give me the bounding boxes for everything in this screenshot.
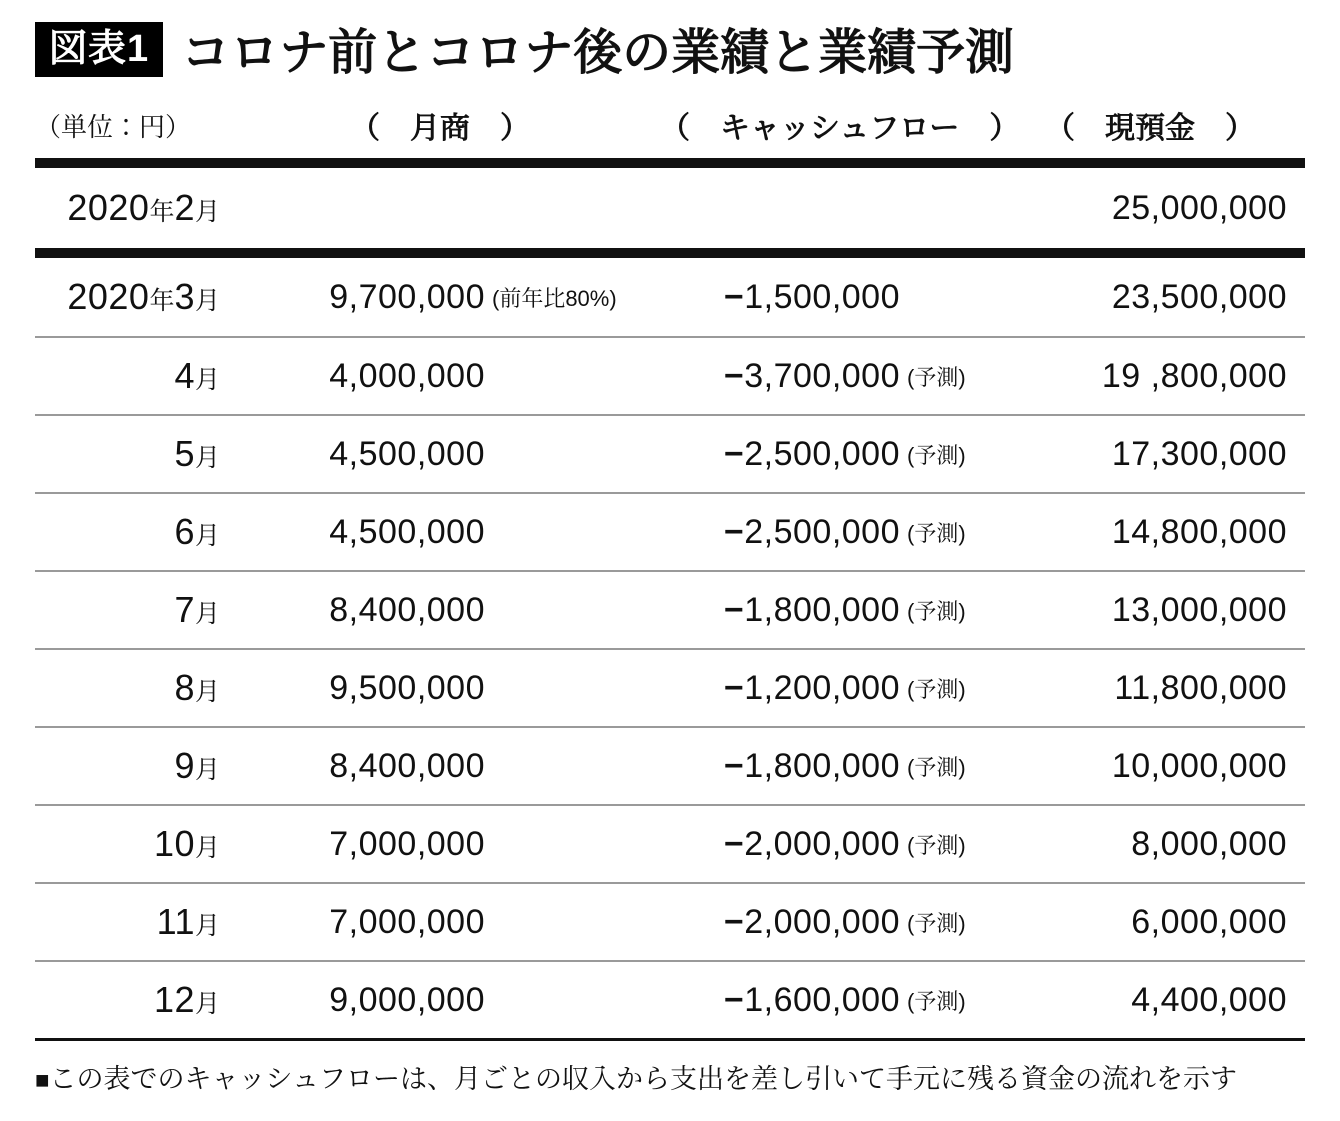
table-header-row: [35, 92, 1305, 158]
month-value: 9: [174, 745, 195, 786]
table-row-06: [35, 492, 1305, 570]
minus-sign: −: [723, 980, 745, 1019]
cashflow-note: (予測): [907, 988, 966, 1014]
column-header-cashflow: （ キャッシュフロー ）: [660, 112, 1020, 145]
month-value: 10: [153, 823, 195, 864]
cashflow-value: [660, 513, 900, 552]
cashflow-value: [660, 669, 900, 708]
month-value: 4: [174, 355, 195, 396]
minus-sign: −: [723, 356, 745, 395]
sales-value: 4,000,000: [329, 356, 485, 395]
balance-value: 19 ,800,000: [1101, 356, 1287, 395]
cashflow-value: [660, 591, 900, 630]
cashflow-value: [660, 435, 900, 474]
cashflow-note: (予測): [907, 442, 966, 468]
table-row-11: [35, 882, 1305, 960]
cashflow-amount: 3,700,000: [744, 356, 900, 395]
footnote-bullet-icon: ■: [35, 1067, 50, 1094]
minus-sign: −: [723, 590, 745, 629]
cashflow-amount: 2,500,000: [744, 434, 900, 473]
cashflow-value: [660, 903, 900, 942]
sales-value: 4,500,000: [329, 512, 485, 551]
year-value: 2020: [67, 276, 150, 317]
cashflow-amount: 2,500,000: [744, 512, 900, 551]
table-row-2020-03: [35, 258, 1305, 336]
balance-value: 10,000,000: [1111, 746, 1287, 785]
month-label: [35, 276, 220, 318]
cashflow-value: [660, 747, 900, 786]
cashflow-value: [660, 981, 900, 1020]
year-kanji: 年: [149, 287, 175, 315]
cashflow-value: [660, 357, 900, 396]
table-row-07: [35, 570, 1305, 648]
sales-value: 9,500,000: [329, 668, 485, 707]
minus-sign: −: [723, 902, 745, 941]
month-value: 11: [156, 901, 195, 942]
month-label: [35, 187, 220, 229]
sales-value: 8,400,000: [329, 590, 485, 629]
divider-thick-middle: [35, 248, 1305, 258]
month-value: 3: [174, 276, 195, 317]
month-kanji: 月: [194, 444, 220, 472]
balance-value: 13,000,000: [1111, 590, 1287, 629]
figure-number-badge: 図表1: [35, 22, 163, 77]
table-row-09: [35, 726, 1305, 804]
balance-value: 23,500,000: [1111, 277, 1287, 316]
month-label: [35, 589, 220, 631]
month-kanji: 月: [194, 522, 220, 550]
month-label: [35, 823, 220, 865]
minus-sign: −: [723, 434, 745, 473]
month-value: 7: [174, 589, 195, 630]
month-label: [35, 355, 220, 397]
month-kanji: 月: [194, 912, 220, 940]
footnote-text: この表でのキャッシュフローは、月ごとの収入から支出を差し引いて手元に残る資金の流れを示す: [49, 1064, 1237, 1094]
footnote: [35, 1041, 1305, 1096]
cashflow-amount: 1,200,000: [744, 668, 900, 707]
balance-value: 25,000,000: [1111, 188, 1287, 227]
month-value: 5: [174, 433, 195, 474]
cashflow-amount: 2,000,000: [744, 824, 900, 863]
sales-value: 8,400,000: [329, 746, 485, 785]
balance-value: 17,300,000: [1111, 434, 1287, 473]
balance-value: 6,000,000: [1131, 902, 1287, 941]
table-row-08: [35, 648, 1305, 726]
cashflow-amount: 2,000,000: [744, 902, 900, 941]
divider-thick-top: [35, 158, 1305, 168]
cashflow-value: [660, 278, 900, 317]
cashflow-note: (予測): [907, 364, 966, 390]
balance-value: 4,400,000: [1131, 980, 1287, 1019]
year-value: 2020: [67, 187, 150, 228]
cashflow-note: (予測): [907, 520, 966, 546]
cashflow-value: [660, 825, 900, 864]
sales-value: 7,000,000: [329, 824, 485, 863]
sales-value: 4,500,000: [329, 434, 485, 473]
table-row-04: [35, 336, 1305, 414]
month-value: 12: [153, 979, 195, 1020]
month-value: 2: [174, 187, 195, 228]
year-kanji: 年: [149, 198, 175, 226]
sales-value: 7,000,000: [329, 902, 485, 941]
sales-value: 9,700,000: [329, 277, 485, 316]
month-kanji: 月: [194, 287, 220, 315]
table-row-10: [35, 804, 1305, 882]
month-label: [35, 511, 220, 553]
month-kanji: 月: [194, 366, 220, 394]
month-kanji: 月: [194, 600, 220, 628]
month-label: [35, 433, 220, 475]
column-header-sales: （ 月商 ）: [350, 112, 530, 145]
month-value: 6: [174, 511, 195, 552]
cashflow-amount: 1,600,000: [744, 980, 900, 1019]
month-label: [35, 745, 220, 787]
cashflow-note: (予測): [907, 754, 966, 780]
table-row-2020-02: [35, 168, 1305, 248]
table-row-05: [35, 414, 1305, 492]
table-row-12: [35, 960, 1305, 1038]
month-kanji: 月: [194, 198, 220, 226]
page-title: コロナ前とコロナ後の業績と業績予測: [181, 26, 1015, 80]
minus-sign: −: [723, 824, 745, 863]
cashflow-note: (予測): [907, 598, 966, 624]
cashflow-amount: 1,500,000: [744, 277, 900, 316]
month-value: 8: [174, 667, 195, 708]
balance-value: 8,000,000: [1131, 824, 1287, 863]
minus-sign: −: [723, 277, 745, 316]
balance-value: 11,800,000: [1114, 668, 1287, 707]
month-kanji: 月: [194, 834, 220, 862]
month-kanji: 月: [194, 756, 220, 784]
month-kanji: 月: [194, 990, 220, 1018]
cashflow-amount: 1,800,000: [744, 590, 900, 629]
cashflow-amount: 1,800,000: [744, 746, 900, 785]
unit-label: （単位：円）: [35, 111, 192, 142]
figure-title-row: [35, 10, 1305, 88]
balance-value: 14,800,000: [1111, 512, 1287, 551]
month-kanji: 月: [194, 678, 220, 706]
cashflow-note: (予測): [907, 676, 966, 702]
minus-sign: −: [723, 512, 745, 551]
minus-sign: −: [723, 668, 745, 707]
month-label: [35, 979, 220, 1021]
month-label: [35, 901, 220, 943]
minus-sign: −: [723, 746, 745, 785]
sales-note: (前年比80%): [492, 285, 617, 311]
column-header-balance: （ 現預金 ）: [1045, 112, 1255, 145]
sales-value: 9,000,000: [329, 980, 485, 1019]
month-label: [35, 667, 220, 709]
cashflow-note: (予測): [907, 910, 966, 936]
cashflow-note: (予測): [907, 832, 966, 858]
